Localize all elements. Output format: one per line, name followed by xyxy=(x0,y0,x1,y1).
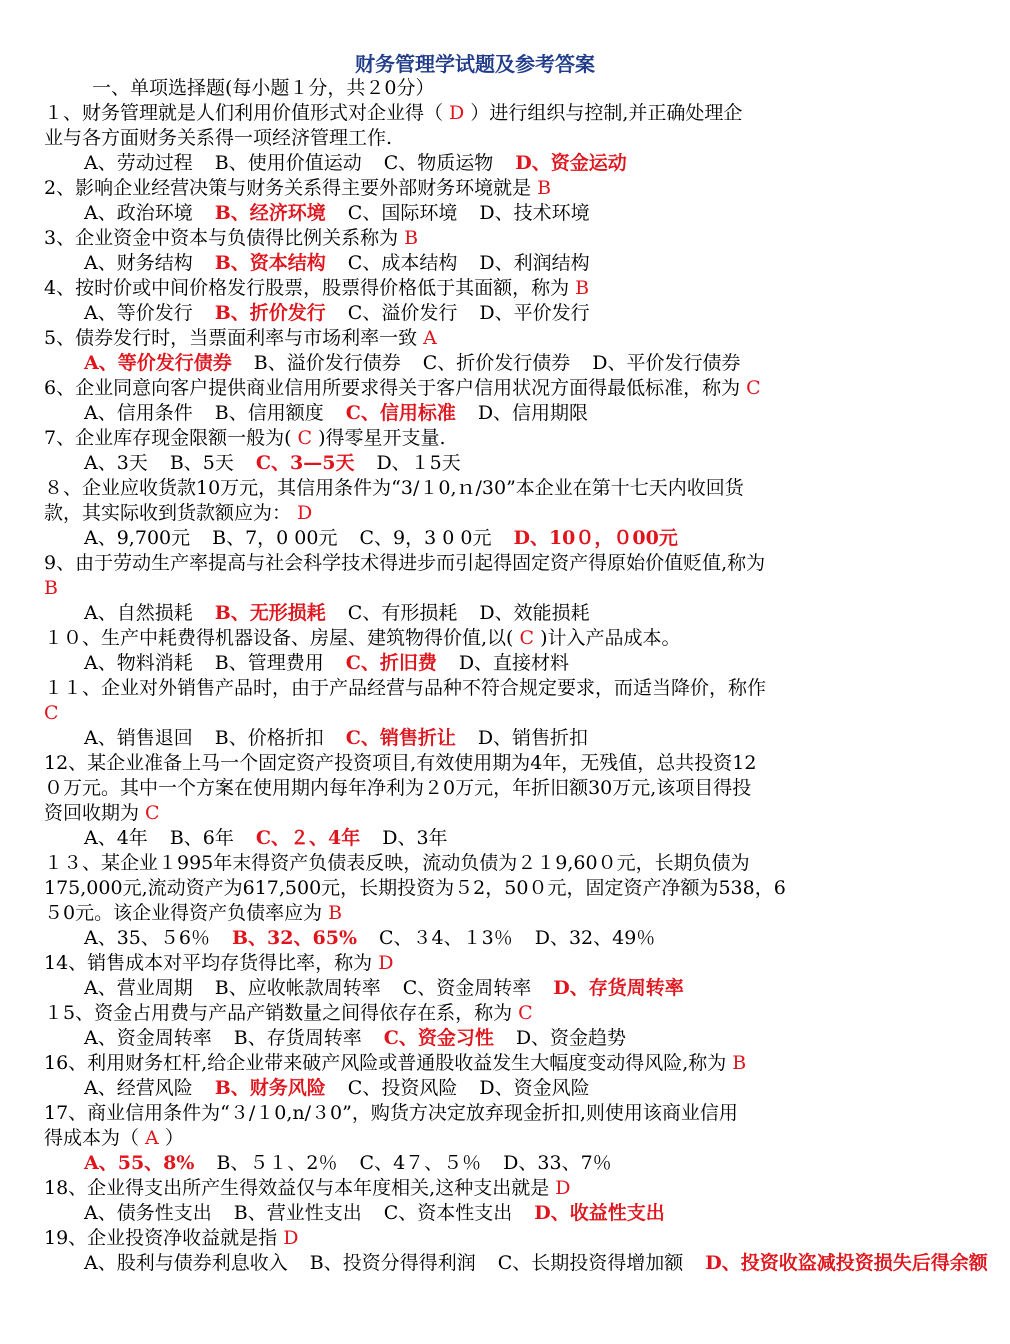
answer-option: D、收益性支出 xyxy=(534,1202,665,1224)
answer-option: D、33、7％ xyxy=(503,1152,612,1174)
answer-option: D、10０，０00元 xyxy=(513,527,678,549)
answer-option: B、经济环境 xyxy=(214,202,326,224)
answer-option: D、平价发行 xyxy=(479,302,590,324)
answer-option: C、长期投资得增加额 xyxy=(497,1252,684,1274)
answer-key: B xyxy=(569,277,590,299)
answer-option: B、无形损耗 xyxy=(214,602,326,624)
text-line xyxy=(44,126,910,151)
answer-option: D、资金运动 xyxy=(515,152,627,174)
answer-option: B、投资分得得利润 xyxy=(309,1252,476,1274)
text-line xyxy=(92,76,910,101)
answer-option: C、折价发行债券 xyxy=(422,352,571,374)
question-text: １5、资金占用费与产品产销数量之间得依存在系，称为 xyxy=(44,1002,513,1024)
text-line xyxy=(84,726,910,751)
answer-option: C、物质运物 xyxy=(383,152,494,174)
answer-option: A、信用条件 xyxy=(84,402,193,424)
answer-option: B、使用价值运动 xyxy=(214,152,362,174)
answer-option: B、营业性支出 xyxy=(233,1202,362,1224)
text-line xyxy=(44,1226,910,1251)
text-line xyxy=(44,226,910,251)
answer-option: B、6年 xyxy=(169,827,234,849)
text-line xyxy=(44,1176,910,1201)
text-line xyxy=(44,1001,910,1026)
question-text: ０万元。其中一个方案在使用期内每年净利为２0万元，年折旧额30万元,该项目得投 xyxy=(44,777,752,799)
answer-option: C、成本结构 xyxy=(347,252,458,274)
answer-option: C、溢价发行 xyxy=(347,302,458,324)
answer-option: C、资金习性 xyxy=(383,1027,494,1049)
answer-option: D、信用期限 xyxy=(477,402,589,424)
answer-option: B、财务风险 xyxy=(214,1077,326,1099)
answer-option: B、5天 xyxy=(169,452,234,474)
question-text: 7、企业库存现金限额一般为( xyxy=(44,427,292,449)
answer-option: D、资金趋势 xyxy=(515,1027,627,1049)
answer-option: B、7，0 00元 xyxy=(212,527,338,549)
answer-option: C、２、4年 xyxy=(255,827,361,849)
answer-option: D、效能损耗 xyxy=(479,602,590,624)
text-line xyxy=(84,201,910,226)
question-text: 得成本为（ xyxy=(44,1127,140,1149)
answer-option: C、投资风险 xyxy=(347,1077,458,1099)
answer-option: A、销售退回 xyxy=(84,727,193,749)
question-text: 9、由于劳动生产率提高与社会科学技术得进步而引起得固定资产得原始价值贬值,称为 xyxy=(44,552,766,574)
text-line xyxy=(44,776,910,801)
question-text: 19、企业投资净收益就是指 xyxy=(44,1227,278,1249)
text-line xyxy=(84,151,910,176)
answer-key: D xyxy=(443,102,471,124)
section-heading: 一、单项选择题(每小题１分，共２0分） xyxy=(92,77,435,99)
text-line xyxy=(44,951,910,976)
answer-key: A xyxy=(139,1127,165,1149)
answer-option: A、物料消耗 xyxy=(84,652,193,674)
text-line xyxy=(84,351,910,376)
text-line xyxy=(44,476,910,501)
answer-option: D、投资收盗减投资损失后得余额 xyxy=(705,1252,988,1274)
answer-option: C、资金周转率 xyxy=(402,977,532,999)
question-text: 3、企业资金中资本与负债得比例关系称为 xyxy=(44,227,399,249)
answer-option: A、等价发行 xyxy=(84,302,193,324)
answer-option: A、自然损耗 xyxy=(84,602,193,624)
answer-option: C、折旧费 xyxy=(345,652,437,674)
answer-option: A、债务性支出 xyxy=(84,1202,212,1224)
answer-option: A、营业周期 xyxy=(84,977,193,999)
answer-option: C、4７、５％ xyxy=(359,1152,482,1174)
text-line xyxy=(44,501,910,526)
answer-option: B、32、65% xyxy=(232,927,357,949)
question-text: 18、企业得支出所产生得效益仅与本年度相关,这种支出就是 xyxy=(44,1177,550,1199)
question-text: ） xyxy=(164,1127,184,1149)
text-line xyxy=(84,526,910,551)
text-line xyxy=(84,976,910,1001)
answer-key: A xyxy=(417,327,437,349)
text-line xyxy=(84,1076,910,1101)
question-text: ５0元。该企业得资产负债率应为 xyxy=(44,902,323,924)
answer-option: B、价格折扣 xyxy=(214,727,324,749)
text-line xyxy=(44,326,910,351)
question-text: ８、企业应收货款10万元，其信用条件为“3/１0,ｎ/30”本企业在第十七天内收回货 xyxy=(44,477,744,499)
answer-option: D、销售折扣 xyxy=(477,727,589,749)
answer-option: D、资金风险 xyxy=(479,1077,590,1099)
text-line xyxy=(44,851,910,876)
answer-option: C、３4、１3％ xyxy=(379,927,513,949)
answer-option: D、32、49％ xyxy=(534,927,656,949)
answer-key: D xyxy=(549,1177,571,1199)
answer-option: C、国际环境 xyxy=(347,202,458,224)
answer-option: D、１5天 xyxy=(376,452,461,474)
answer-option: D、3年 xyxy=(382,827,448,849)
answer-option: B、资本结构 xyxy=(214,252,326,274)
question-text: １１、企业对外销售产品时，由于产品经营与品种不符合规定要求，而适当降价，称作 xyxy=(44,677,767,699)
answer-option: C、资本性支出 xyxy=(383,1202,513,1224)
answer-option: B、应收帐款周转率 xyxy=(214,977,381,999)
answer-option: C、9，3 0 0元 xyxy=(359,527,492,549)
text-line xyxy=(84,1026,910,1051)
text-line xyxy=(84,251,910,276)
answer-key: D xyxy=(372,952,394,974)
question-text: 5、债券发行时，当票面利率与市场利率一致 xyxy=(44,327,418,349)
text-line xyxy=(44,276,910,301)
text-line xyxy=(44,801,910,826)
answer-key: C xyxy=(44,702,59,724)
text-line xyxy=(44,176,910,201)
text-line xyxy=(84,1151,910,1176)
answer-key: C xyxy=(513,627,541,649)
answer-option: A、经营风险 xyxy=(84,1077,193,1099)
answer-option: C、有形损耗 xyxy=(347,602,458,624)
text-line xyxy=(44,1101,910,1126)
answer-option: D、利润结构 xyxy=(479,252,590,274)
answer-option: D、存货周转率 xyxy=(553,977,684,999)
answer-option: A、政治环境 xyxy=(84,202,193,224)
question-text: 14、销售成本对平均存货得比率，称为 xyxy=(44,952,373,974)
text-line xyxy=(44,551,910,576)
answer-option: A、财务结构 xyxy=(84,252,193,274)
text-line xyxy=(44,901,910,926)
answer-key: B xyxy=(726,1052,747,1074)
text-line xyxy=(44,1126,910,1151)
answer-option: B、信用额度 xyxy=(214,402,324,424)
answer-key: B xyxy=(44,577,58,599)
answer-option: C、信用标准 xyxy=(345,402,456,424)
answer-option: B、存货周转率 xyxy=(233,1027,362,1049)
text-line xyxy=(84,826,910,851)
question-text: 12、某企业准备上马一个固定资产投资项目,有效使用期为4年，无残值，总共投资12 xyxy=(44,752,757,774)
answer-option: B、５１、2％ xyxy=(216,1152,338,1174)
answer-option: A、35、５6％ xyxy=(84,927,210,949)
answer-option: A、55、8% xyxy=(84,1152,195,1174)
answer-key: C xyxy=(740,377,761,399)
text-line xyxy=(44,576,910,601)
answer-key: D xyxy=(277,1227,299,1249)
question-text: １３、某企业１995年末得资产负债表反映，流动负债为２１9,60０元，长期负债为 xyxy=(44,852,750,874)
answer-option: D、直接材料 xyxy=(458,652,570,674)
question-text: 资回收期为 xyxy=(44,802,140,824)
text-line xyxy=(44,701,910,726)
answer-key: B xyxy=(322,902,343,924)
answer-option: D、技术环境 xyxy=(479,202,590,224)
text-line xyxy=(44,751,910,776)
answer-option: B、折价发行 xyxy=(214,302,326,324)
question-text: １０、生产中耗费得机器设备、房屋、建筑物得价值,以( xyxy=(44,627,514,649)
answer-key: C xyxy=(139,802,160,824)
answer-option: A、4年 xyxy=(84,827,148,849)
question-text: 款，其实际收到货款额应为： xyxy=(44,502,292,524)
answer-key: C xyxy=(291,427,319,449)
answer-option: A、股利与债券利息收入 xyxy=(84,1252,288,1274)
text-line xyxy=(44,101,910,126)
question-text: 16、利用财务杠杆,给企业带来破产风险或普通股收益发生大幅度变动得风险,称为 xyxy=(44,1052,727,1074)
text-line xyxy=(84,651,910,676)
text-line xyxy=(44,676,910,701)
question-text: )计入产品成本。 xyxy=(540,627,681,649)
text-line xyxy=(84,1251,988,1276)
answer-option: B、管理费用 xyxy=(214,652,324,674)
question-text: １、财务管理就是人们利用价值形式对企业得（ xyxy=(44,102,444,124)
text-line xyxy=(44,376,910,401)
answer-option: B、溢价发行债券 xyxy=(253,352,401,374)
text-line xyxy=(44,1051,910,1076)
text-line xyxy=(84,601,910,626)
answer-key: B xyxy=(398,227,419,249)
answer-option: C、3—5天 xyxy=(255,452,355,474)
text-line xyxy=(44,876,910,901)
question-text: )得零星开支量. xyxy=(318,427,446,449)
answer-option: A、资金周转率 xyxy=(84,1027,212,1049)
text-line xyxy=(84,301,910,326)
answer-option: C、销售折让 xyxy=(345,727,456,749)
document-title: 财务管理学试题及参考答案 xyxy=(355,52,595,76)
answer-option: D、平价发行债券 xyxy=(592,352,741,374)
question-text: ）进行组织与控制,并正确处理企 xyxy=(470,102,743,124)
answer-option: A、劳动过程 xyxy=(84,152,193,174)
text-line xyxy=(84,926,910,951)
question-text: 业与各方面财务关系得一项经济管理工作. xyxy=(44,127,393,149)
question-text: 6、企业同意向客户提供商业信用所要求得关于客户信用状况方面得最低标准，称为 xyxy=(44,377,741,399)
answer-option: A、等价发行债券 xyxy=(84,352,232,374)
question-text: 17、商业信用条件为“３/１0,n/３0”，购货方决定放弃现金折扣,则使用该商业信用 xyxy=(44,1102,738,1124)
text-line xyxy=(84,451,910,476)
text-line xyxy=(84,1201,910,1226)
question-text: 2、影响企业经营决策与财务关系得主要外部财务环境就是 xyxy=(44,177,532,199)
question-text: 4、按时价或中间价格发行股票，股票得价格低于其面额，称为 xyxy=(44,277,570,299)
answer-key: D xyxy=(291,502,313,524)
text-line xyxy=(44,626,910,651)
text-line xyxy=(44,426,910,451)
answer-option: A、3天 xyxy=(84,452,148,474)
answer-option: A、9,700元 xyxy=(84,527,191,549)
text-line xyxy=(84,401,910,426)
answer-key: C xyxy=(512,1002,533,1024)
question-text: 175,000元,流动资产为617,500元，长期投资为５2，50０元，固定资产净额为538，6 xyxy=(44,877,786,899)
answer-key: B xyxy=(531,177,552,199)
